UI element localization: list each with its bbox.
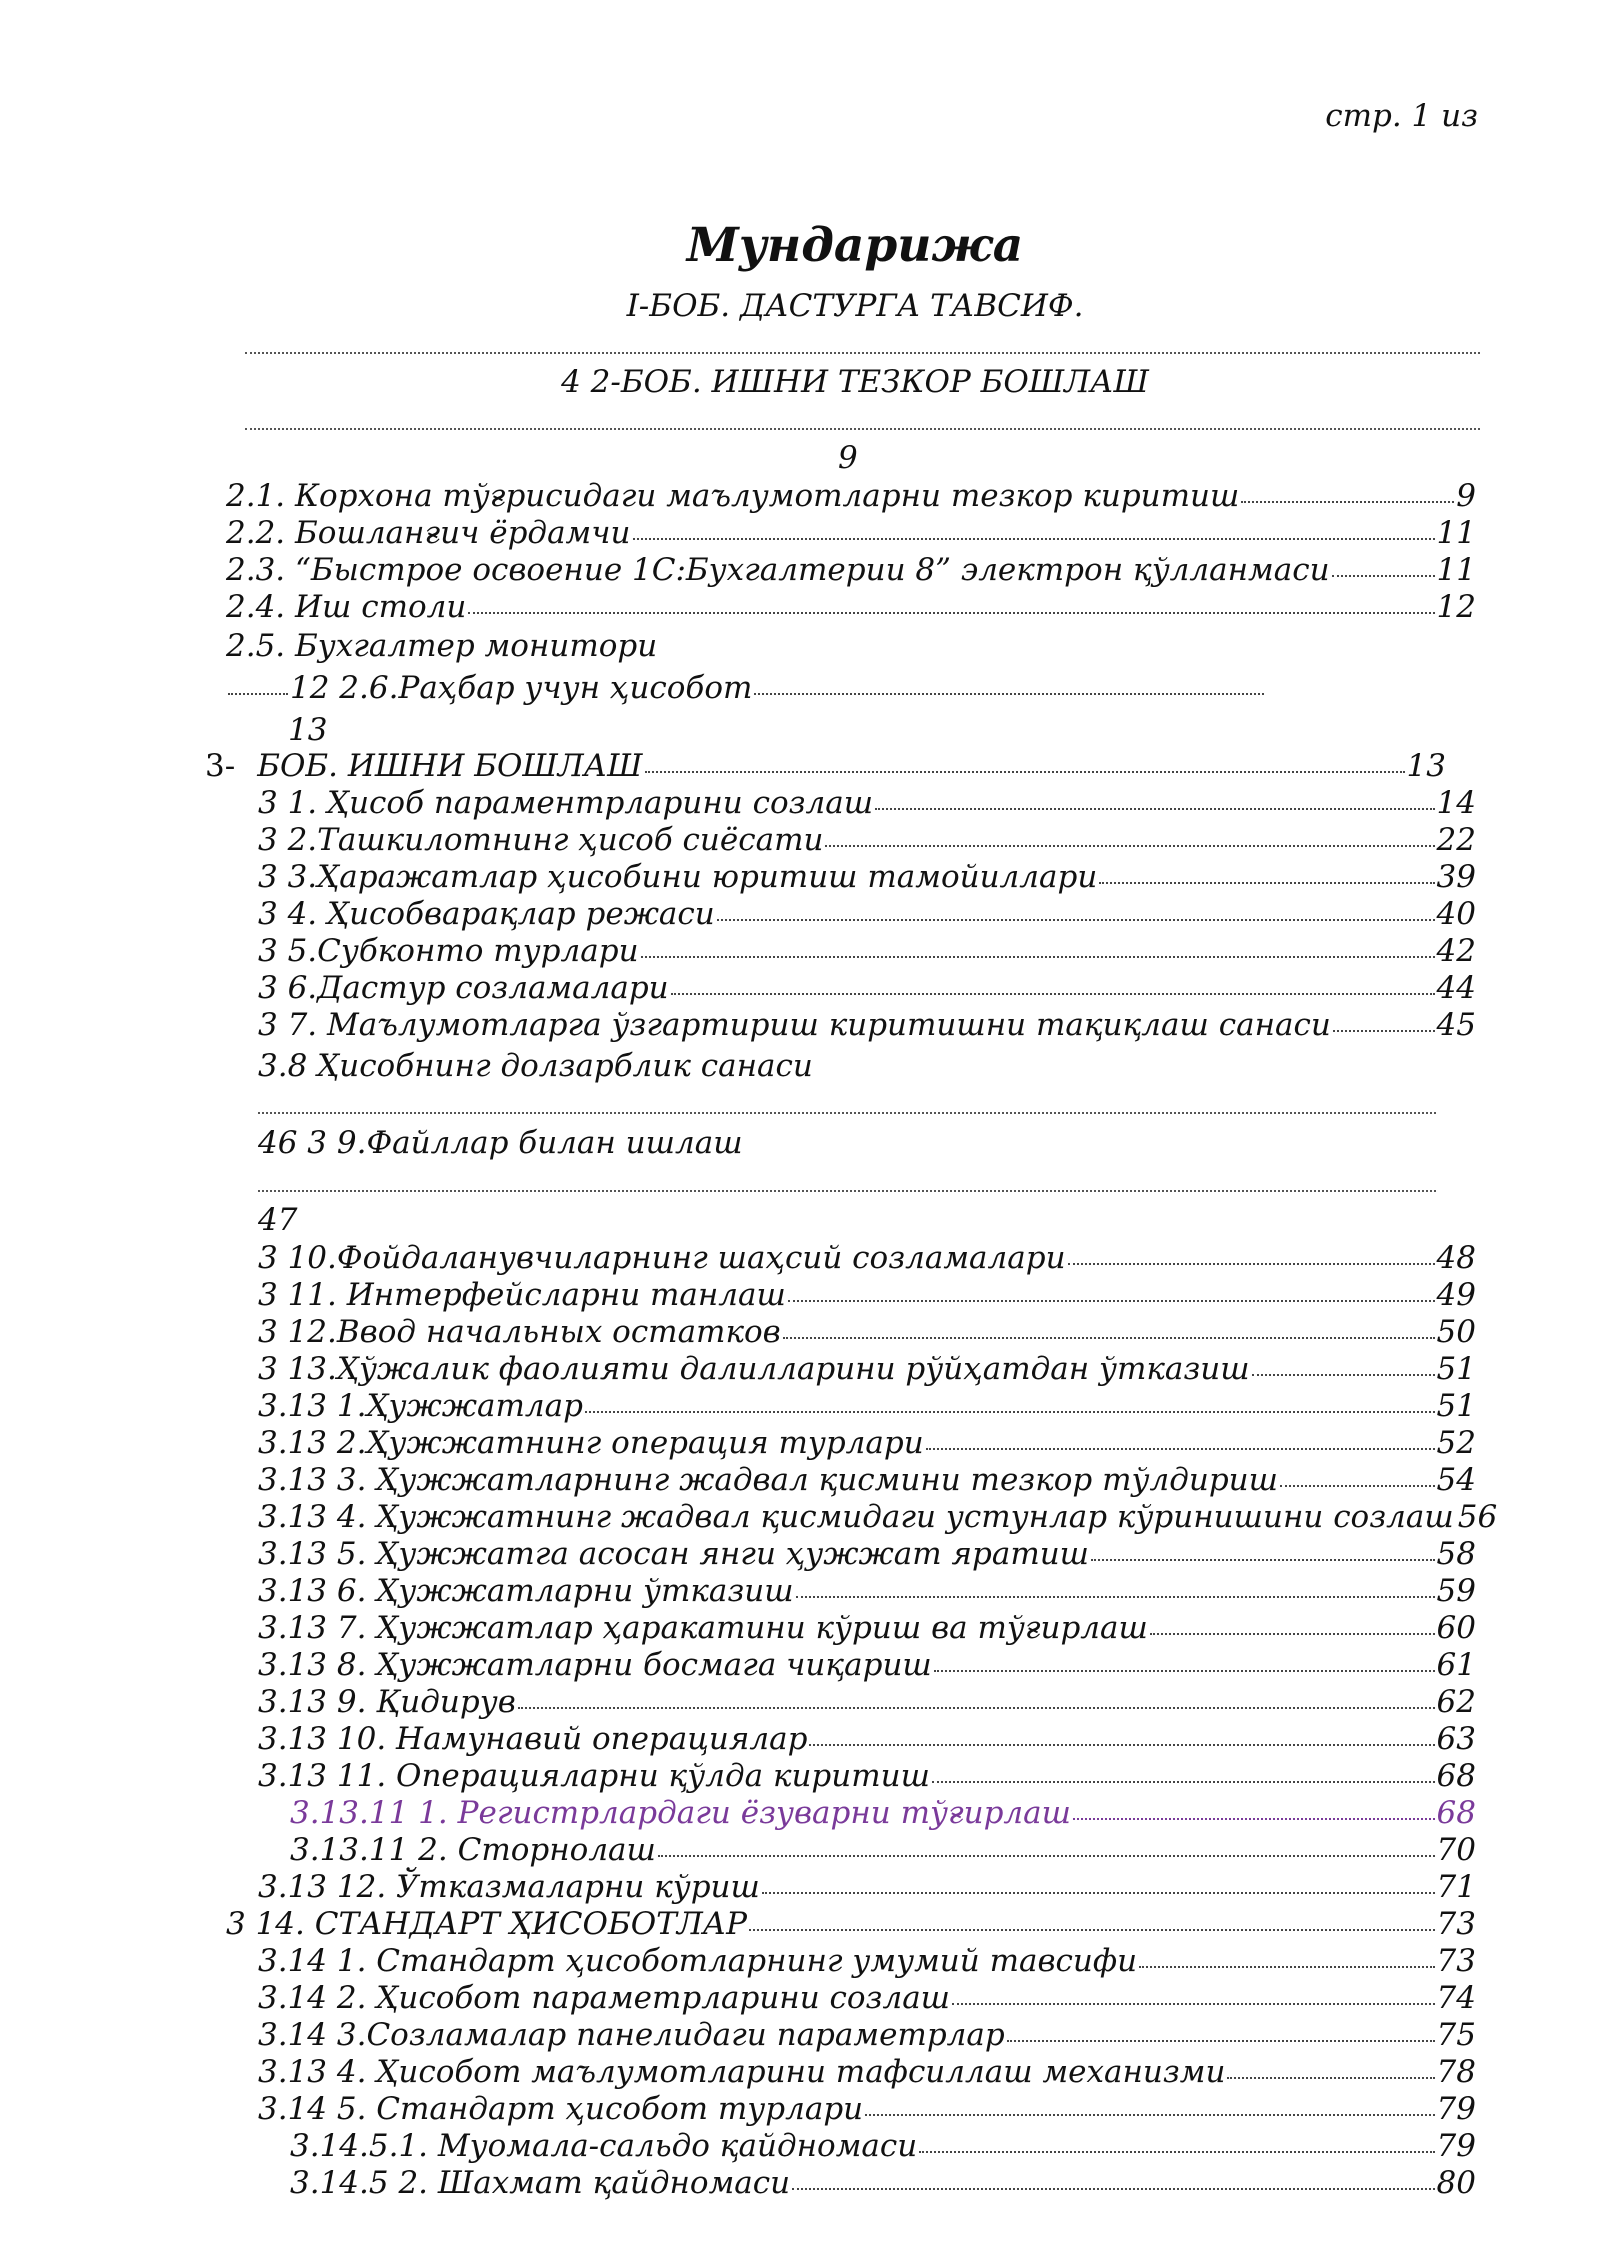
toc-entry-page: 71 xyxy=(1436,1869,1476,1905)
toc-entry-text: 2.3. “Быстрое освоение 1С:Бухгалтерии 8” электрон қўлланмаси xyxy=(226,552,1330,588)
toc-entry-page: 63 xyxy=(1436,1721,1476,1757)
toc-entry-page: 54 xyxy=(1436,1462,1476,1498)
toc-entry-text: 3.13 3. Ҳужжатларнинг жадвал қисмини тезкор тўлдириш xyxy=(258,1462,1278,1498)
toc-entry-3-9-page: 47 xyxy=(258,1202,298,1238)
toc-entry xyxy=(258,1721,1476,1757)
leader-dots xyxy=(788,1300,1435,1302)
toc-entry-text: 3 4. Ҳисобварақлар режаси xyxy=(258,896,715,932)
toc-entry-page: 40 xyxy=(1436,896,1476,932)
toc-entry-text: 3 1. Ҳисоб параментрларини созлаш xyxy=(258,785,874,821)
toc-entry-page: 59 xyxy=(1436,1573,1476,1609)
toc-entry xyxy=(258,1980,1476,2016)
toc-entry xyxy=(226,515,1476,551)
leader-dots xyxy=(865,2114,1434,2116)
leader-dots xyxy=(952,2003,1434,2005)
toc-entry-text: 3.13 10. Намунавий операциялар xyxy=(258,1721,808,1757)
toc-entry xyxy=(258,1943,1476,1979)
leader-dots xyxy=(875,808,1434,810)
leader-dots xyxy=(645,771,1405,773)
toc-entry-page: 80 xyxy=(1436,2165,1476,2201)
toc-entry xyxy=(258,1240,1476,1276)
toc-entry-text: 3.14 5. Стандарт ҳисобот турлари xyxy=(258,2091,864,2127)
toc-entry-page: 52 xyxy=(1436,1425,1476,1461)
toc-entry-text: 3 11. Интерфейсларни танлаш xyxy=(258,1277,786,1313)
leader-dots xyxy=(1227,2077,1434,2079)
toc-entry-text: 3.13 11. Операцияларни қўлда киритиш xyxy=(258,1758,930,1794)
toc-entry-text: 3.13 7. Ҳужжатлар ҳаракатини кўриш ва тўғирлаш xyxy=(258,1610,1148,1646)
page-header: стр. 1 из xyxy=(1325,98,1478,134)
leader-dots xyxy=(796,1596,1435,1598)
toc-entry xyxy=(226,478,1476,514)
leader-dots xyxy=(1332,575,1435,577)
leader-dots xyxy=(228,693,288,695)
dotted-rule xyxy=(258,1190,1436,1192)
toc-entry xyxy=(226,589,1476,625)
toc-entry xyxy=(258,1684,1476,1720)
page-title: Мундарижа xyxy=(686,218,1024,273)
leader-dots xyxy=(633,538,1435,540)
toc-entry xyxy=(258,933,1476,969)
chapter-1-heading: І-БОБ. ДАСТУРГА ТАВСИФ. xyxy=(626,288,1084,324)
leader-dots xyxy=(1091,1559,1434,1561)
toc-entry xyxy=(290,1795,1476,1831)
toc-entry-text: 3.14 3.Созламалар панелидаги параметрлар xyxy=(258,2017,1005,2053)
toc-entry-page: 12 xyxy=(1436,589,1476,625)
leader-dots xyxy=(1099,882,1434,884)
toc-entry-3-8: 3.8 Ҳисобнинг долзарблик санаси xyxy=(258,1048,813,1084)
toc-entry xyxy=(258,1647,1476,1683)
toc-entry-text: 3 5.Субконто турлари xyxy=(258,933,639,969)
toc-entry-text: 2.4. Иш столи xyxy=(226,589,467,625)
toc-entry xyxy=(258,1388,1476,1424)
toc-entry xyxy=(290,2128,1476,2164)
toc-entry xyxy=(290,1832,1476,1868)
toc-entry-text: 3 2.Ташкилотнинг ҳисоб сиёсати xyxy=(258,822,824,858)
toc-entry-page: 58 xyxy=(1436,1536,1476,1572)
toc-entry-text: 3 10.Фойдаланувчиларнинг шаҳсий созламалари xyxy=(258,1240,1066,1276)
leader-dots xyxy=(825,845,1434,847)
toc-entry-text: 3.14.5.1. Муомала-сальдо қайдномаси xyxy=(290,2128,918,2164)
toc-entry-text: 3.13 6. Ҳужжатларни ўтказиш xyxy=(258,1573,794,1609)
toc-entry-page: 70 xyxy=(1436,1832,1476,1868)
toc-entry-text: 3 6.Дастур созламалари xyxy=(258,970,669,1006)
toc-entry xyxy=(226,1906,1476,1942)
toc-entry-text: 3 7. Маълумотларга ўзгартириш киритишни тақиқлаш санаси xyxy=(258,1007,1331,1043)
toc-entry-page: 79 xyxy=(1436,2091,1476,2127)
toc-entry-page: 73 xyxy=(1436,1906,1476,1942)
chapter-3-number: 3- xyxy=(205,748,236,784)
toc-entry xyxy=(258,1314,1476,1350)
toc-entry-page: 44 xyxy=(1436,970,1476,1006)
toc-entry-text: 3.13 12. Ўтказмаларни кўриш xyxy=(258,1869,760,1905)
chapter-2-page: 9 xyxy=(838,440,858,476)
toc-entry xyxy=(258,2054,1476,2090)
toc-entry-page: 51 xyxy=(1436,1351,1476,1387)
leader-dots xyxy=(926,1448,1435,1450)
chapter-3-page: 13 xyxy=(1406,748,1446,784)
toc-entry-text: 3.14 2. Ҳисобот параметрларини созлаш xyxy=(258,1980,951,2016)
toc-entry-text: 3.13 1.Ҳужжатлар xyxy=(258,1388,583,1424)
leader-dots xyxy=(585,1411,1435,1413)
toc-entry-page: 79 xyxy=(1436,2128,1476,2164)
toc-entry-text: 3.13.11 1. Регистрлардаги ёзуварни тўғирлаш xyxy=(290,1795,1072,1831)
leader-dots xyxy=(671,993,1435,995)
leader-dots xyxy=(468,612,1434,614)
toc-entry xyxy=(258,1536,1476,1572)
toc-entry-2-5: 2.5. Бухгалтер монитори xyxy=(226,628,658,664)
toc-entry-page: 68 xyxy=(1436,1758,1476,1794)
chapter-3-heading xyxy=(205,748,1482,784)
leader-dots xyxy=(1150,1633,1435,1635)
toc-entry-page: 14 xyxy=(1436,785,1476,821)
dotted-rule xyxy=(245,352,1480,354)
toc-entry xyxy=(258,2017,1476,2053)
toc-entry xyxy=(258,1351,1476,1387)
toc-entry xyxy=(226,552,1476,588)
leader-dots xyxy=(1139,1966,1434,1968)
leader-dots xyxy=(749,1929,1435,1931)
toc-entry xyxy=(258,1277,1476,1313)
toc-entry-text: 12 2.6.Раҳбар учун ҳисобот xyxy=(290,670,753,706)
toc-entry-text: 3.14.5 2. Шахмат қайдномаси xyxy=(290,2165,791,2201)
toc-entry-page: 11 xyxy=(1436,552,1476,588)
toc-entry-text: 3.13 5. Ҳужжатга асосан янги ҳужжат яратиш xyxy=(258,1536,1090,1572)
toc-entry-page: 50 xyxy=(1436,1314,1476,1350)
chapter-2-heading: 4 2-БОБ. ИШНИ ТЕЗКОР БОШЛАШ xyxy=(561,364,1149,400)
toc-entry-page: 68 xyxy=(1436,1795,1476,1831)
leader-dots xyxy=(1333,1030,1435,1032)
toc-entry xyxy=(290,2165,1476,2201)
toc-entry-2-6-page: 13 xyxy=(288,712,328,748)
toc-entry-3-9: 46 3 9.Файллар билан ишлаш xyxy=(258,1125,743,1161)
leader-dots xyxy=(934,1670,1435,1672)
leader-dots xyxy=(783,1337,1435,1339)
toc-entry-text: 3 14. СТАНДАРТ ҲИСОБОТЛАР xyxy=(226,1906,748,1942)
toc-entry-page: 48 xyxy=(1436,1240,1476,1276)
toc-entry xyxy=(258,1425,1476,1461)
toc-entry-text: 3 12.Ввод начальных остатков xyxy=(258,1314,781,1350)
toc-entry-page: 78 xyxy=(1436,2054,1476,2090)
toc-entry xyxy=(258,1758,1476,1794)
leader-dots xyxy=(518,1707,1435,1709)
toc-entry xyxy=(258,1499,1498,1535)
toc-entry xyxy=(258,1462,1476,1498)
toc-entry xyxy=(258,896,1476,932)
toc-entry-text: 3.13 8. Ҳужжатларни босмага чиқариш xyxy=(258,1647,932,1683)
leader-dots xyxy=(1007,2040,1435,2042)
toc-entry-page: 22 xyxy=(1436,822,1476,858)
leader-dots xyxy=(792,2188,1434,2190)
leader-dots xyxy=(1252,1374,1435,1376)
toc-entry xyxy=(258,1610,1476,1646)
toc-entry xyxy=(258,2091,1476,2127)
toc-entry xyxy=(258,1573,1476,1609)
toc-entry-text: 3 3.Ҳаражатлар ҳисобини юритиш тамойиллари xyxy=(258,859,1098,895)
toc-entry xyxy=(258,970,1476,1006)
leader-dots xyxy=(762,1892,1435,1894)
chapter-3-title: БОБ. ИШНИ БОШЛАШ xyxy=(257,748,643,784)
toc-entry-2-6 xyxy=(226,670,1266,706)
leader-dots xyxy=(1073,1818,1435,1820)
toc-entry-page: 60 xyxy=(1436,1610,1476,1646)
toc-entry-page: 9 xyxy=(1456,478,1476,514)
toc-entry-text: 3.13 4. Ҳисобот маълумотларини тафсиллаш механизми xyxy=(258,2054,1226,2090)
toc-entry-text: 2.1. Корхона тўғрисидаги маълумотларни тезкор киритиш xyxy=(226,478,1240,514)
toc-entry-page: 56 xyxy=(1457,1499,1498,1535)
toc-entry-page: 11 xyxy=(1436,515,1476,551)
leader-dots xyxy=(809,1744,1434,1746)
leader-dots xyxy=(1068,1263,1435,1265)
toc-entry xyxy=(258,1869,1476,1905)
leader-dots xyxy=(658,1855,1435,1857)
toc-entry-page: 73 xyxy=(1436,1943,1476,1979)
toc-entry-page: 75 xyxy=(1436,2017,1476,2053)
toc-entry xyxy=(258,785,1476,821)
dotted-rule xyxy=(245,428,1480,430)
toc-entry-page: 62 xyxy=(1436,1684,1476,1720)
toc-entry-page: 51 xyxy=(1436,1388,1476,1424)
toc-entry-text: 3.14 1. Стандарт ҳисоботларнинг умумий тавсифи xyxy=(258,1943,1138,1979)
toc-entry-text: 3.13 9. Қидирув xyxy=(258,1684,516,1720)
toc-entry xyxy=(258,822,1476,858)
toc-entry-text: 2.2. Бошланғич ёрдамчи xyxy=(226,515,631,551)
toc-entry-text: 3 13.Ҳўжалик фаолияти далилларини рўйҳатдан ўтказиш xyxy=(258,1351,1250,1387)
toc-entry-page: 49 xyxy=(1436,1277,1476,1313)
leader-dots xyxy=(717,919,1435,921)
toc-entry xyxy=(258,1007,1476,1043)
leader-dots xyxy=(1280,1485,1435,1487)
toc-entry-page: 42 xyxy=(1436,933,1476,969)
toc-entry-text: 3.13 4. Ҳужжатнинг жадвал қисмидаги устунлар кўринишини созлаш xyxy=(258,1499,1454,1535)
toc-entry-text: 3.13 2.Ҳужжатнинг операция турлари xyxy=(258,1425,924,1461)
toc-entry-text: 3.13.11 2. Сторнолаш xyxy=(290,1832,656,1868)
leader-dots xyxy=(641,956,1435,958)
leader-dots xyxy=(754,693,1264,695)
leader-dots xyxy=(1241,501,1454,503)
dotted-rule xyxy=(258,1112,1436,1114)
toc-entry xyxy=(258,859,1476,895)
toc-entry-page: 61 xyxy=(1436,1647,1476,1683)
leader-dots xyxy=(919,2151,1434,2153)
leader-dots xyxy=(932,1781,1435,1783)
toc-entry-page: 74 xyxy=(1436,1980,1476,2016)
toc-entry-page: 45 xyxy=(1436,1007,1476,1043)
toc-entry-page: 39 xyxy=(1436,859,1476,895)
